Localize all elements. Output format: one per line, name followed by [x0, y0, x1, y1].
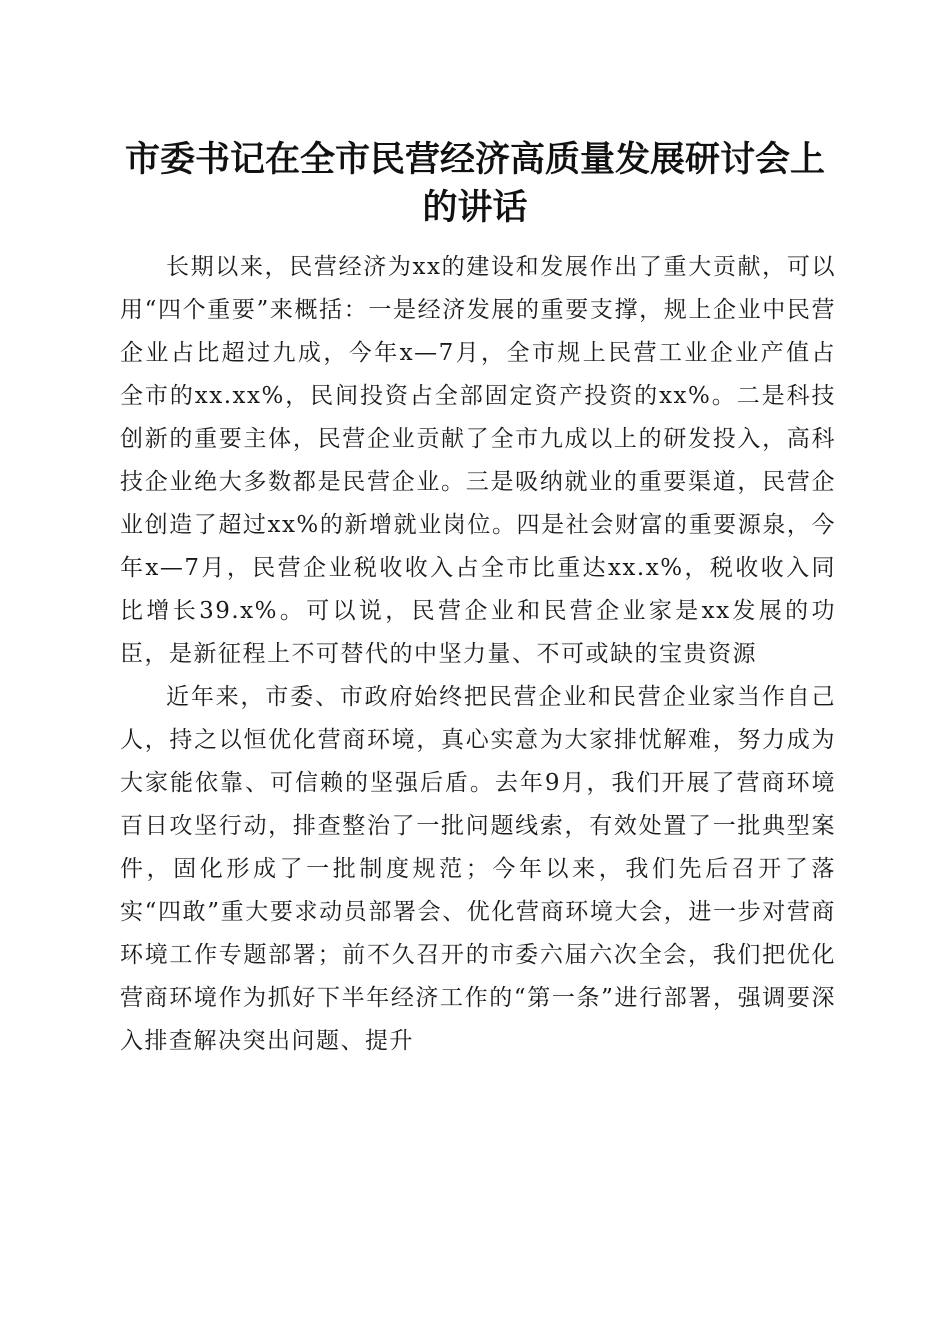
- paragraph-2: 近年来，市委、市政府始终把民营企业和民营企业家当作自己人，持之以恒优化营商环境，真心实意为大家排忧解难，努力成为大家能依靠、可信赖的坚强后盾。去年9月，我们开展了营商环境百日攻坚行动，排查整治了一批问题线索，有效处置了一批典型案件，固化形成了一批制度规范；今年以来，我们先后召开了落实“四敢”重大要求动员部署会、优化营商环境大会，进一步对营商环境工作专题部署；前不久召开的市委六届六次全会，我们把优化营商环境作为抓好下半年经济工作的“第一条”进行部署，强调要深入排查解决突出问题、提升: [120, 684, 836, 1054]
- title-line-2: 的讲话: [422, 187, 528, 228]
- document-title: [100, 136, 850, 232]
- title-line-1: 市委书记在全市民营经济高质量发展研讨会上: [124, 139, 825, 180]
- paragraph-1: 长期以来，民营经济为xx的建设和发展作出了重大贡献，可以用“四个重要”来概括：一是经济发展的重要支撑，规上企业中民营企业占比超过九成，今年x—7月，全市规上民营工业企业产值占全市的xx.xx%，民间投资占全部固定资产投资的xx%。二是科技创新的重要主体，民营企业贡献了全市九成以上的研发投入，高科技企业绝大多数都是民营企业。三是吸纳就业的重要渠道，民营企业创造了超过xx%的新增就业岗位。四是社会财富的重要源泉，今年x—7月，民营企业税收收入占全市比重达xx.x%，税收收入同比增长39.x%。可以说，民营企业和民营企业家是xx发展的功臣，是新征程上不可替代的中坚力量、不可或缺的宝贵资源: [120, 254, 836, 667]
- document-body: [120, 246, 836, 1063]
